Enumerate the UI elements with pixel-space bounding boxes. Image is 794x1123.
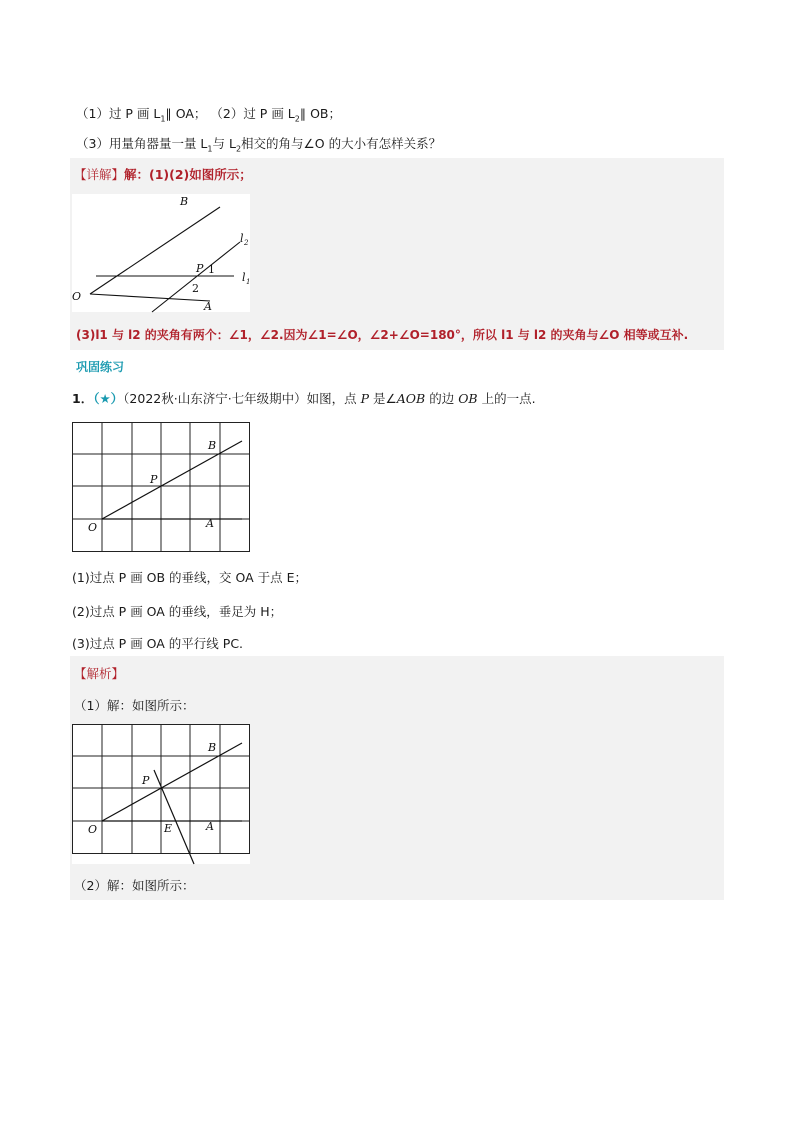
label-l1: l bbox=[242, 271, 246, 284]
label-p: P bbox=[196, 262, 204, 275]
task-3: (3)过点 P 画 OA 的平行线 PC. bbox=[72, 636, 244, 651]
detail-tag: 【详解】 bbox=[74, 167, 125, 182]
label-l2-sub: 2 bbox=[244, 239, 249, 247]
task-1: (1)过点 P 画 OB 的垂线，交 OA 于点 E； bbox=[72, 570, 308, 585]
answer-part3: (3)l1 与 l2 的夹角有两个：∠1，∠2.因为∠1=∠O，∠2+∠O=180°，所以 l1 与 l2 的夹角与∠O 相等或互补. bbox=[76, 328, 689, 342]
label-a: A bbox=[206, 517, 214, 530]
label-o: O bbox=[88, 823, 98, 836]
analysis-tag: 【解析】 bbox=[74, 666, 125, 681]
star-badge: （★） bbox=[93, 391, 124, 406]
solution-2: （2）解：如图所示： bbox=[74, 878, 195, 893]
detail-line bbox=[74, 165, 252, 183]
ray-ob bbox=[102, 441, 242, 519]
parallel-lines-figure bbox=[72, 194, 250, 312]
question-part3: （3）用量角器量一量 $L_1$与 $L_2$相交的角与∠O 的大小有怎样关系？ bbox=[76, 136, 442, 154]
grid-figure-solution bbox=[72, 724, 250, 864]
exercise-1-stem: 1．（★）（2022秋·山东济宁·七年级期中）如图，点 P 是∠AOB 的边 OB 上的一点. bbox=[72, 391, 536, 406]
label-l2: l bbox=[240, 232, 244, 245]
label-p: P bbox=[142, 774, 150, 787]
detail-intro: 解：(1)(2)如图所示； bbox=[124, 167, 252, 182]
label-2: 2 bbox=[192, 282, 199, 295]
label-p: P bbox=[150, 473, 158, 486]
section-title: 巩固练习 bbox=[76, 360, 125, 374]
label-e: E bbox=[164, 822, 173, 835]
label-a: A bbox=[204, 300, 212, 313]
label-b: B bbox=[180, 195, 189, 208]
solution-1: （1）解：如图所示： bbox=[74, 698, 195, 713]
label-a: A bbox=[206, 820, 214, 833]
label-b: B bbox=[208, 439, 217, 452]
label-o: O bbox=[88, 521, 98, 534]
label-1: 1 bbox=[208, 263, 215, 276]
task-2: (2)过点 P 画 OA 的垂线，垂足为 H； bbox=[72, 604, 283, 619]
grid-figure-question bbox=[72, 422, 250, 552]
label-o: O bbox=[72, 290, 82, 303]
label-b: B bbox=[208, 741, 217, 754]
label-l1-sub: 1 bbox=[246, 278, 251, 286]
question-part1-2: （1）过 P 画 $L_1\parallel$ OA； （2）过 P 画 $L_2\parallel$ OB； bbox=[76, 106, 341, 124]
